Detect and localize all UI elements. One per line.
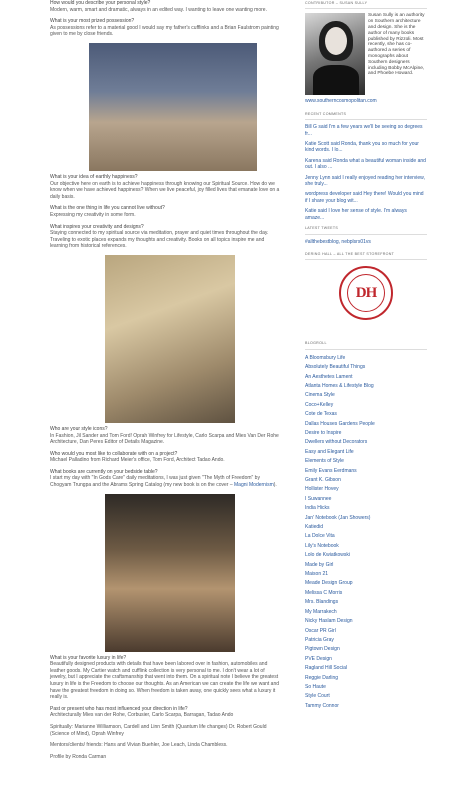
blogroll-link[interactable]: Jan' Notebook (Jan Showers)	[305, 514, 371, 521]
blogroll-link[interactable]: Oscar PR Girl	[305, 627, 336, 634]
answer: I start my day with "In Gods Care" daily meditations, I was just given "The Myth of Freedom" by Chogyam Trungpa and the Abrams Spring Catalog (my new book is on the cover – Magni Modernism).	[50, 475, 277, 489]
blogroll-link[interactable]: Cote de Texas	[305, 411, 337, 418]
blogroll-title: BLOGROLL	[305, 340, 427, 349]
dering-hall-title: DERING HALL – ALL THE BEST STOREFRONT	[305, 251, 427, 260]
profile-credit: Profile by Ronda Carman	[50, 753, 107, 760]
blogroll-link[interactable]: Patricia Gray	[305, 636, 334, 643]
answer: Expressing my creativity in some form.	[50, 211, 136, 218]
comment-item[interactable]: Katie Scott said Ronda, thank you so much for your kind words. I lo...	[305, 141, 419, 154]
qa-block	[50, 224, 280, 250]
blogroll-link[interactable]: Desire to Inspire	[305, 429, 342, 436]
blogroll-link[interactable]: India Hicks	[305, 505, 330, 512]
contributor-site-link[interactable]: www.southerncosmopolitan.com	[305, 98, 377, 105]
blogroll-link[interactable]: Dwellers without Decorators	[305, 439, 368, 446]
qa-block	[50, 469, 280, 489]
blogroll-link[interactable]: Katiedid	[305, 524, 324, 531]
atrium-staircase-photo	[105, 255, 235, 423]
blogroll-link[interactable]: My Marrakech	[305, 608, 337, 615]
comment-item[interactable]: Jenny Lynn said I really enjoyed reading her interview, she truly...	[305, 174, 425, 188]
answer: Michael Palladino from Richard Meier's office, Tom Ford, Architect Tadao Ando.	[50, 457, 225, 464]
answer: Spiritually: Marianne Williamson, Cardell and Linn Smith (Quantum life changes) Dr. Robert Gould (Science of Mind), Oprah Winfrey	[50, 724, 267, 737]
blogroll-link[interactable]: Dallas Houses Gardens People	[305, 420, 375, 427]
answer: In Fashion, Jil Sander and Tom Ford! Oprah Winfrey for Lifestyle, Carlo Scarpa and Mies Van Der Rohe Architecture, Dan Peres Editor of Details Magazine.	[50, 432, 279, 446]
blogroll-link[interactable]: Absolutely Beautiful Things	[305, 364, 366, 371]
question: Who are your style icons?	[50, 425, 108, 432]
blogroll-link[interactable]: La Dolce Vita	[305, 533, 335, 540]
contributor-box	[305, 13, 427, 95]
blogroll-link[interactable]: Lily's Notebook	[305, 542, 339, 549]
contributor-portrait	[305, 13, 365, 95]
blogroll-link[interactable]: So Haute	[305, 683, 326, 690]
qa-block	[50, 451, 280, 464]
blogroll-link[interactable]: Elements of Style	[305, 458, 344, 465]
qa-block	[50, 205, 280, 218]
answer: Modern, warm, smart and dramatic, always in an edited way. I wanting to leave one wanting more.	[50, 6, 267, 13]
blogroll-link[interactable]: Pigtown Design	[305, 646, 340, 653]
blogroll-list	[305, 354, 427, 711]
qa-block	[50, 655, 280, 701]
qa-block	[50, 724, 280, 737]
answer: As possessions refer to a material good I would say my father's cufflinks and a Brian Faulstrom painting given to me by close friends.	[50, 24, 279, 38]
comment-item[interactable]: Karena said Ronda what a beautiful woman inside and out. I also ...	[305, 157, 426, 171]
question: How would you describe your personal style?	[50, 0, 151, 6]
blogroll-link[interactable]: Ragland Hill Social	[305, 665, 347, 672]
latest-tweets-title: LATEST TWEETS	[305, 225, 427, 234]
blogroll-link[interactable]: Nicky Haslam Design	[305, 618, 353, 625]
comment-item[interactable]: Bill G said I'm a few years we'll be seeing so degrees fr...	[305, 124, 423, 137]
blogroll-link[interactable]: Atlanta Homes & Lifestyle Blog	[305, 382, 374, 389]
question: What inspires your creativity and designs?	[50, 223, 144, 230]
blogroll-link[interactable]: An Aesthetes Lament	[305, 373, 353, 380]
answer: Architecturally Mies van der Rohe, Corbusier, Carlo Scarpa, Barragan, Tadao Ando	[50, 712, 234, 719]
answer: Beautifully designed products with details that have been labored over in fashion, automobiles and leather goods. My Cartier watch and cufflink collection is very personal to me. I don't wear a lot of jewelry, but I appreciate the craftsmanship that went into them. On a spiritual note I believe the greatest luxury in life is the Freedom to choose our thoughts. As an American we can create the life we want and have the greatest freedom in doing so. When freedom is taken away, one quickly sees what a luxury it really is.	[50, 661, 280, 701]
blogroll-link[interactable]: Meade Design Group	[305, 580, 353, 587]
contributor-bio: Susan Sully is an authority on Southern architecture and design. She is the author of many books published by Rizzoli. Most recently, she has co-authored a series of monographs about Southern designers including Bobby McAlpine, and Phoebe Howard.	[368, 13, 425, 77]
living-room-photo	[105, 494, 235, 652]
blogroll-link[interactable]: Coco+Kelley	[305, 401, 334, 408]
question: Who would you most like to collaborate with on a project?	[50, 450, 178, 457]
blogroll-link[interactable]: Easy and Elegant Life	[305, 448, 354, 455]
blogroll-link[interactable]: Melissa C Morris	[305, 589, 343, 596]
dering-hall-seal[interactable]: DH	[339, 266, 393, 320]
main-content	[50, 0, 280, 760]
question: What is your idea of earthly happiness?	[50, 173, 138, 180]
comment-item[interactable]: wordpress developer said Hey there! Would you mind if I share your blog wit...	[305, 191, 424, 204]
recent-comments-title: RECENT COMMENTS	[305, 111, 427, 120]
question: What books are currently on your bedside table?	[50, 468, 158, 475]
answer: Staying connected to my spiritual source via meditation, prayer and quiet times throughout the day. Traveling to exotic places expands my thoughts and creativity. Books on all topics inspire me and learning from historical references.	[50, 230, 269, 250]
question: What is the one thing in life you cannot live without?	[50, 205, 165, 212]
qa-block	[50, 174, 280, 200]
comment-item[interactable]: Katie said I love her sense of style. I'm always amaze...	[305, 208, 407, 221]
qa-block	[50, 18, 280, 38]
blogroll-link[interactable]: Mrs. Blandings	[305, 599, 339, 606]
house-exterior-photo	[89, 43, 257, 171]
blogroll-link[interactable]: Hollister Hovey	[305, 486, 339, 493]
blogroll-link[interactable]: Emily Evans Eerdmans	[305, 467, 357, 474]
blogroll-link[interactable]: Grant K. Gibson	[305, 477, 341, 483]
blogroll-link[interactable]: Maison 21	[305, 571, 329, 578]
tweet-item[interactable]: #allthebestblog, nebplsrs01vs	[305, 238, 371, 245]
answer: Our objective here on earth is to achieve happiness through knowing our Spiritual Source. How do we know when we have achieved happiness? When we live peaceful, joy filled lives that emanate love on a daily basis.	[50, 180, 280, 200]
blogroll-link[interactable]: Tammy Connor	[305, 702, 339, 709]
blogroll-link[interactable]: I Suwannee	[305, 495, 332, 502]
blogroll-link[interactable]: Style Court	[305, 693, 330, 700]
sidebar	[305, 0, 427, 711]
question: What is your most prized possession?	[50, 18, 135, 25]
blogroll-link[interactable]: Made by Girl	[305, 561, 334, 568]
recent-comments-list	[305, 124, 427, 221]
question: What is your favorite luxury in life?	[50, 654, 127, 661]
blogroll-link[interactable]: A Bloomsbury Life	[305, 354, 346, 361]
qa-block	[50, 706, 280, 719]
book-link[interactable]: Magni Modernism	[234, 482, 274, 489]
blogroll-link[interactable]: Reggie Darling	[305, 674, 339, 681]
contributor-title: CONTRIBUTOR – SUSAN SULLY	[305, 0, 427, 9]
answer: Mentors/clients/ friends: Hans and Vivian Buehler, Joe Leach, Linda Chambless.	[50, 742, 228, 749]
blogroll-link[interactable]: Cinema Style	[305, 392, 335, 399]
blogroll-link[interactable]: PVE Design	[305, 655, 332, 662]
qa-block	[50, 426, 280, 446]
qa-block	[50, 0, 280, 13]
blogroll-link[interactable]: Lolo de Kwiatkowski	[305, 552, 351, 559]
question: Past or present who has most influenced your direction in life?	[50, 705, 188, 712]
qa-block	[50, 742, 280, 749]
